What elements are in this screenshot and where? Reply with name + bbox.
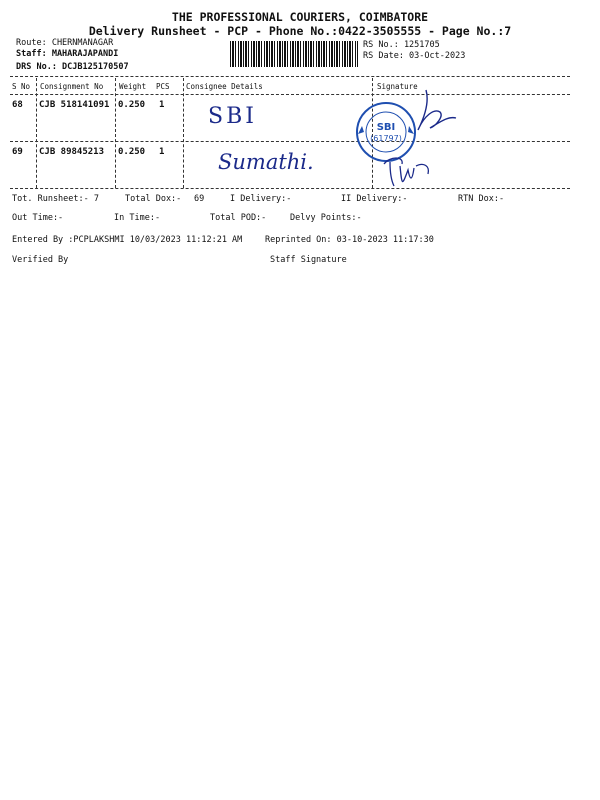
col-consignee: Consignee Details [186,82,263,91]
out-time: Out Time:- [12,213,64,223]
stamp-bank-name: SBI [376,122,396,133]
rs-number: RS No.: 1251705 [363,40,440,50]
col-sep-2 [115,78,116,188]
total-dox-label: Total Dox:- [125,194,182,204]
drs-number: DRS No.: DCJB125170507 [16,62,129,72]
col-weight: Weight [119,82,147,91]
row-68-consignment: CJB 518141091 [39,100,110,110]
col-signature: Signature [377,82,418,91]
entered-by: Entered By :PCPLAKSHMI 10/03/2023 11:12:21 AM [12,235,243,245]
row-68-consignee-handwriting: SBI [208,104,257,129]
row-68-weight: 0.250 [118,100,146,110]
row-69-consignment: CJB 89845213 [39,147,105,157]
stamp-code: (61797) [370,134,402,143]
total-dox-value: 69 [194,194,205,204]
tot-runsheet: Tot. Runsheet:- 7 [12,194,99,204]
barcode [230,41,358,67]
header-rule-bottom [10,94,570,95]
col-sep-3 [183,78,184,188]
row-68-pcs: 1 [159,100,165,110]
total-pod: Total POD:- [210,213,267,223]
col-sno: S No [12,82,31,91]
delvy-points: Delvy Points:- [290,213,362,223]
row-68-sno: 68 [12,100,23,110]
reprinted-on: Reprinted On: 03-10-2023 11:17:30 [265,235,434,245]
in-time: In Time:- [114,213,161,223]
row-69-rule [10,188,570,189]
signature-68 [400,86,460,146]
rtn-dox: RTN Dox:- [458,194,505,204]
col-sep-1 [36,78,37,188]
staff-label: Staff: MAHARAJAPANDI [16,49,119,59]
runsheet-subtitle: Delivery Runsheet - PCP - Phone No.:0422-3505555 - Page No.:7 [88,24,512,38]
route-label: Route: CHERNMANAGAR [16,38,114,48]
ii-delivery: II Delivery:- [341,194,408,204]
row-69-consignee-handwriting: Sumathi. [218,150,314,174]
signature-69 [380,152,440,190]
row-69-sno: 69 [12,147,23,157]
row-68-rule [10,141,570,142]
i-delivery: I Delivery:- [230,194,292,204]
col-consignment: Consignment No [40,82,104,91]
staff-signature-label: Staff Signature [270,255,347,265]
row-69-pcs: 1 [159,147,165,157]
verified-by: Verified By [12,255,69,265]
col-pcs: PCS [156,82,170,91]
company-name: THE PROFESSIONAL COURIERS, COIMBATORE [171,10,429,24]
row-69-weight: 0.250 [118,147,146,157]
header-rule-top [10,76,570,77]
rs-date: RS Date: 03-Oct-2023 [363,51,466,61]
